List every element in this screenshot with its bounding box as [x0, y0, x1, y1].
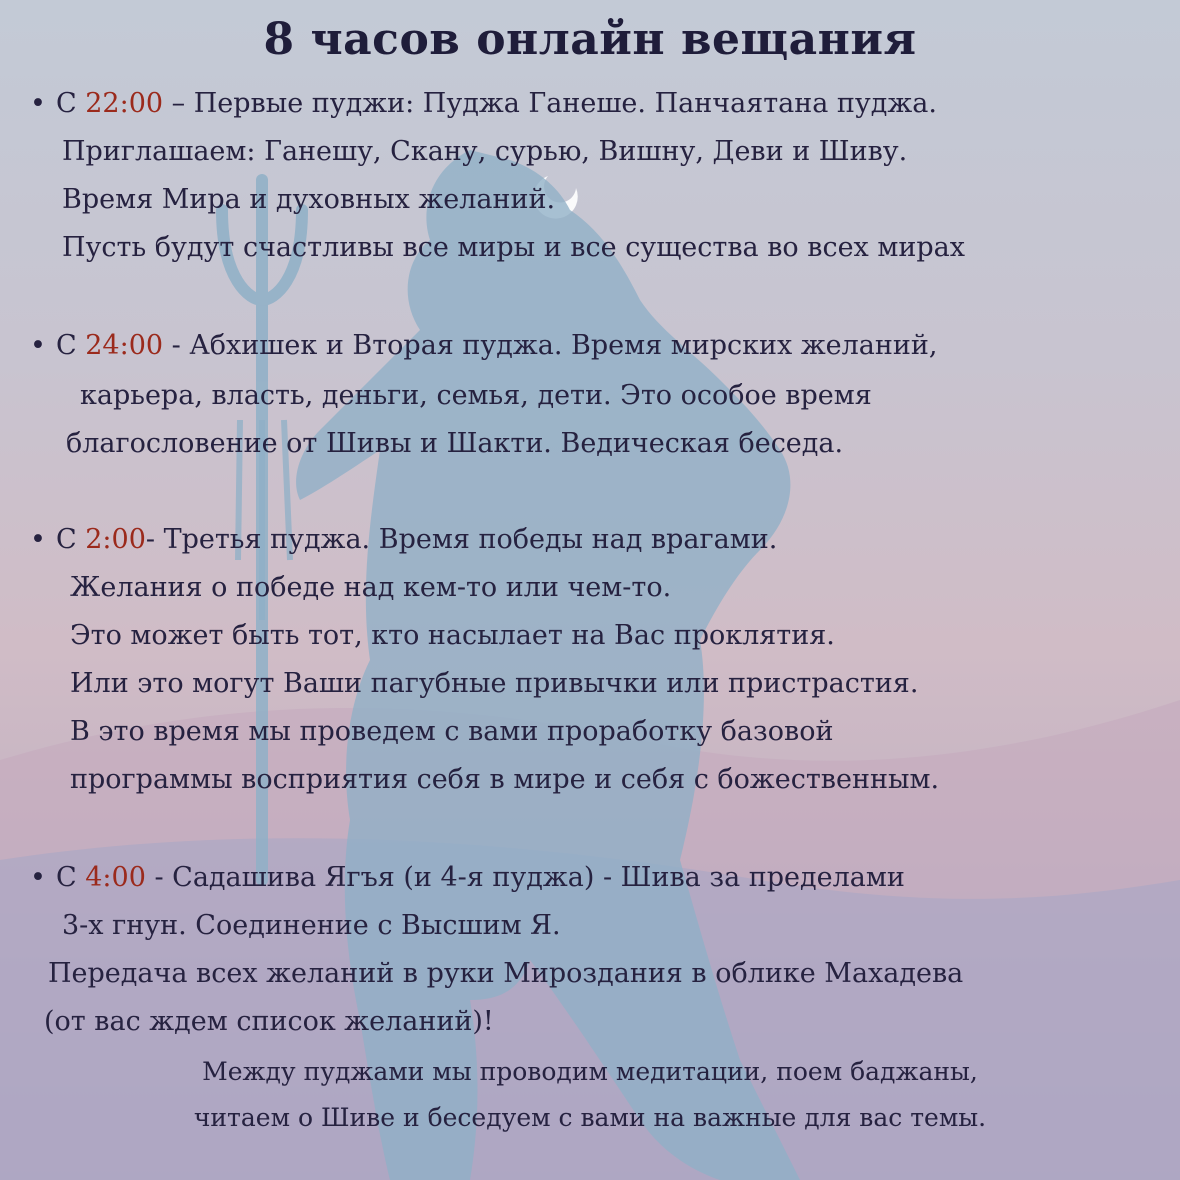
footer-line-1: Между пуджами мы проводим медитации, поем баджаны, [202, 1057, 978, 1086]
time-prefix: С [56, 524, 86, 555]
section-1-line-3: Время Мира и духовных желаний. [62, 184, 556, 215]
section-3-line-2: Желания о победе над кем-то или чем-то. [70, 572, 672, 603]
section-3-line-3: Это может быть тот, кто насылает на Вас проклятия. [70, 620, 835, 651]
time-label: 22:00 [85, 88, 164, 119]
time-prefix: С [56, 88, 86, 119]
section-text: – Первые пуджи: Пуджа Ганеше. Панчаятана пуджа. [163, 88, 937, 119]
time-label: 2:00 [85, 524, 146, 555]
section-2-line-3: благословение от Шивы и Шакти. Ведическая беседа. [66, 428, 844, 459]
section-3-line-6: программы восприятия себя в мире и себя с божественным. [70, 764, 940, 795]
section-3-line-5: В это время мы проведем с вами проработку базовой [70, 716, 834, 747]
section-4-line-3: Передача всех желаний в руки Мироздания в облике Махадева [48, 958, 964, 989]
section-4-line-2: 3-х гнун. Соединение с Высшим Я. [62, 910, 561, 941]
section-2-line-1 [30, 324, 937, 368]
time-label: 4:00 [85, 862, 146, 893]
time-prefix: С [56, 330, 86, 361]
section-1-line-1 [30, 82, 937, 126]
section-text: - Абхишек и Вторая пуджа. Время мирских желаний, [163, 330, 938, 361]
bullet-icon: • [30, 330, 46, 361]
footer-line-2: читаем о Шиве и беседуем с вами на важные для вас темы. [193, 1103, 987, 1132]
section-2-line-2: карьера, власть, деньги, семья, дети. Это особое время [80, 380, 872, 411]
section-4-line-4: (от вас ждем список желаний)! [44, 1006, 494, 1037]
section-3-line-4: Или это могут Ваши пагубные привычки или пристрастия. [70, 668, 919, 699]
bullet-icon: • [30, 88, 46, 119]
section-text: - Третья пуджа. Время победы над врагами. [145, 524, 778, 555]
bullet-icon: • [30, 524, 46, 555]
time-prefix: С [56, 862, 86, 893]
time-label: 24:00 [85, 330, 164, 361]
page-title: 8 часов онлайн вещания [263, 14, 917, 65]
section-3-line-1 [30, 518, 777, 562]
section-text: - Садашива Ягъя (и 4-я пуджа) - Шива за пределами [145, 862, 905, 893]
section-4-line-1 [30, 856, 905, 900]
bullet-icon: • [30, 862, 46, 893]
section-1-line-4: Пусть будут счастливы все миры и все существа во всех мирах [62, 232, 965, 263]
section-1-line-2: Приглашаем: Ганешу, Скану, сурью, Вишну, Деви и Шиву. [62, 136, 908, 167]
